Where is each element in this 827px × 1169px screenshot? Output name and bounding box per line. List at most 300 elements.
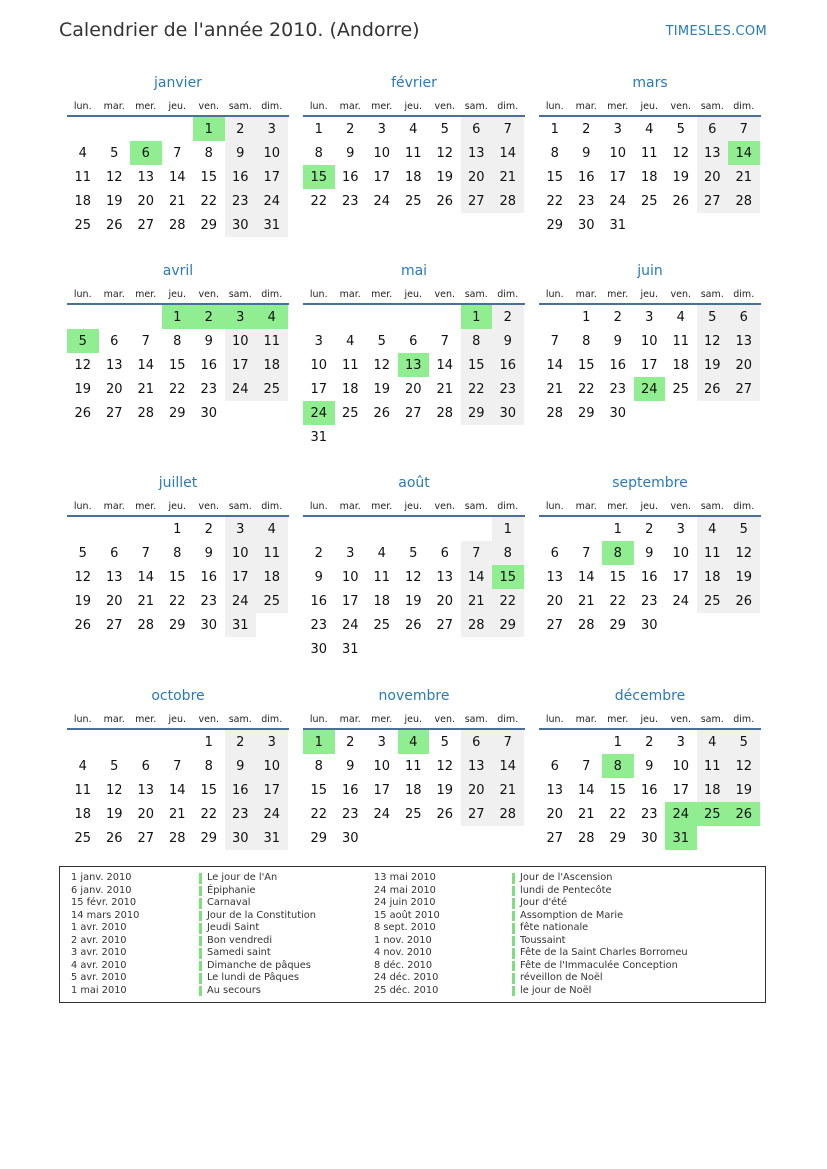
day-cell: 30: [640, 617, 658, 633]
day-grid: [539, 305, 761, 425]
day-cell: 23: [310, 617, 328, 633]
day-cell: 4: [676, 309, 685, 325]
day-cell: 9: [204, 333, 213, 349]
day-cell: 20: [546, 593, 564, 609]
day-cell: 23: [492, 377, 524, 401]
day-cell: 16: [341, 169, 359, 185]
month-calendar: [67, 685, 289, 850]
day-cell: 25: [672, 381, 690, 397]
day-cell: 3: [225, 517, 257, 541]
day-cell: 16: [225, 165, 257, 189]
day-cell: 6: [110, 545, 119, 561]
day-cell: 19: [728, 778, 760, 802]
weekday-label: dim.: [261, 501, 283, 512]
weekday-label: jeu.: [640, 714, 659, 725]
weekday-label: mer.: [607, 501, 629, 512]
day-cell: 12: [74, 569, 92, 585]
day-cell: 2: [346, 734, 355, 750]
day-cell: 15: [577, 357, 595, 373]
day-cell: 18: [74, 806, 92, 822]
day-cell: 13: [105, 569, 123, 585]
day-cell: 25: [697, 589, 729, 613]
day-cell: 18: [74, 193, 92, 209]
day-cell: 22: [609, 593, 627, 609]
empty-cell: [99, 517, 131, 541]
day-cell: 11: [404, 758, 422, 774]
weekday-label: mar.: [103, 501, 125, 512]
weekday-label: lun.: [73, 501, 92, 512]
day-cell: 14: [577, 569, 595, 585]
month-calendar: [539, 472, 761, 637]
day-cell: 25: [640, 193, 658, 209]
day-cell: 13: [436, 569, 454, 585]
weekday-label: sam.: [700, 101, 724, 112]
day-cell: 29: [310, 830, 328, 846]
day-cell: 25: [74, 217, 92, 233]
day-cell: 22: [310, 193, 328, 209]
holiday-day-cell: 13: [398, 353, 430, 377]
day-cell: 1: [613, 734, 622, 750]
day-cell: 23: [225, 802, 257, 826]
legend-date: 3 avr. 2010: [71, 947, 127, 958]
day-cell: 30: [310, 641, 328, 657]
day-cell: 8: [314, 145, 323, 161]
weekday-label: sam.: [228, 289, 252, 300]
weekday-label: mer.: [607, 714, 629, 725]
holiday-day-cell: 31: [665, 826, 697, 850]
day-cell: 9: [645, 758, 654, 774]
weekday-label: jeu.: [168, 714, 187, 725]
day-cell: 31: [609, 217, 627, 233]
day-cell: 20: [137, 193, 155, 209]
day-cell: 14: [137, 569, 155, 585]
day-cell: 19: [728, 565, 760, 589]
day-cell: 23: [640, 593, 658, 609]
day-grid: [539, 730, 761, 850]
day-cell: 5: [409, 545, 418, 561]
day-grid: [303, 117, 525, 213]
weekday-label: dim.: [497, 714, 519, 725]
holiday-day-cell: 3: [225, 305, 257, 329]
day-cell: 9: [225, 754, 257, 778]
day-cell: 23: [341, 806, 359, 822]
weekday-label: jeu.: [168, 101, 187, 112]
day-cell: 24: [341, 617, 359, 633]
day-cell: 9: [346, 758, 355, 774]
empty-cell: [366, 305, 398, 329]
day-cell: 31: [256, 213, 288, 237]
day-cell: 2: [582, 121, 591, 137]
day-cell: 7: [492, 730, 524, 754]
holiday-day-cell: 26: [728, 802, 760, 826]
weekday-header: [539, 494, 761, 512]
day-cell: 18: [672, 357, 690, 373]
day-cell: 15: [461, 353, 493, 377]
day-cell: 14: [546, 357, 564, 373]
day-cell: 5: [728, 730, 760, 754]
day-cell: 26: [373, 405, 391, 421]
day-cell: 26: [404, 617, 422, 633]
empty-cell: [429, 305, 461, 329]
weekday-label: lun.: [545, 714, 564, 725]
empty-cell: [130, 730, 162, 754]
day-cell: 20: [404, 381, 422, 397]
day-cell: 10: [609, 145, 627, 161]
weekday-label: mer.: [607, 289, 629, 300]
weekday-label: sam.: [228, 501, 252, 512]
legend-date: 5 avr. 2010: [71, 972, 127, 983]
day-cell: 19: [697, 353, 729, 377]
day-cell: 3: [676, 734, 685, 750]
day-cell: 20: [105, 381, 123, 397]
legend-holiday-name: Jour de la Constitution: [199, 910, 316, 923]
day-cell: 10: [640, 333, 658, 349]
weekday-label: sam.: [228, 714, 252, 725]
weekday-label: dim.: [261, 714, 283, 725]
legend-date: 25 déc. 2010: [374, 984, 439, 996]
legend-date: 1 janv. 2010: [71, 872, 132, 883]
day-cell: 4: [346, 333, 355, 349]
day-cell: 8: [204, 145, 213, 161]
holiday-day-cell: 1: [461, 305, 493, 329]
day-cell: 3: [377, 734, 386, 750]
day-cell: 28: [492, 189, 524, 213]
legend-holiday-name: Le jour de l'An: [199, 872, 316, 885]
day-cell: 7: [173, 758, 182, 774]
day-cell: 7: [492, 117, 524, 141]
legend-dates-right: [374, 872, 440, 997]
empty-cell: [67, 730, 99, 754]
weekday-label: ven.: [670, 101, 691, 112]
legend-date: 8 sept. 2010: [374, 922, 436, 933]
day-cell: 20: [697, 165, 729, 189]
weekday-label: ven.: [434, 501, 455, 512]
day-cell: 9: [204, 545, 213, 561]
day-cell: 14: [436, 357, 454, 373]
day-cell: 21: [492, 778, 524, 802]
day-cell: 30: [640, 830, 658, 846]
day-cell: 29: [492, 613, 524, 637]
day-cell: 1: [613, 521, 622, 537]
weekday-label: jeu.: [640, 101, 659, 112]
month-name: octobre: [151, 688, 205, 704]
legend-date: 1 mai 2010: [71, 984, 127, 996]
weekday-label: ven.: [670, 714, 691, 725]
day-cell: 30: [492, 401, 524, 425]
empty-cell: [130, 517, 162, 541]
day-cell: 12: [74, 357, 92, 373]
day-cell: 7: [141, 333, 150, 349]
day-cell: 26: [436, 193, 454, 209]
day-cell: 21: [137, 381, 155, 397]
weekday-label: dim.: [497, 289, 519, 300]
day-cell: 19: [404, 593, 422, 609]
holiday-day-cell: 8: [602, 541, 634, 565]
day-cell: 12: [728, 541, 760, 565]
day-cell: 24: [672, 593, 690, 609]
day-cell: 13: [546, 569, 564, 585]
day-cell: 20: [728, 353, 760, 377]
month-calendar: [303, 472, 525, 661]
day-cell: 21: [577, 806, 595, 822]
day-cell: 5: [676, 121, 685, 137]
day-cell: 10: [373, 145, 391, 161]
day-cell: 23: [200, 593, 218, 609]
day-cell: 18: [373, 593, 391, 609]
legend-names-right: [512, 872, 688, 997]
day-cell: 23: [609, 381, 627, 397]
day-cell: 22: [310, 806, 328, 822]
day-cell: 22: [200, 806, 218, 822]
day-cell: 9: [492, 329, 524, 353]
legend-date: 1 avr. 2010: [71, 922, 127, 933]
legend-date: 6 janv. 2010: [71, 884, 132, 896]
holiday-day-cell: 25: [697, 802, 729, 826]
day-cell: 14: [492, 754, 524, 778]
day-cell: 29: [609, 830, 627, 846]
day-cell: 21: [137, 593, 155, 609]
weekday-label: mar.: [339, 501, 361, 512]
day-cell: 2: [645, 521, 654, 537]
day-cell: 26: [672, 193, 690, 209]
day-cell: 10: [373, 758, 391, 774]
day-cell: 5: [78, 545, 87, 561]
empty-cell: [67, 305, 99, 329]
day-cell: 21: [546, 381, 564, 397]
day-cell: 5: [728, 517, 760, 541]
legend-date: 4 avr. 2010: [71, 959, 127, 971]
day-cell: 20: [461, 165, 493, 189]
day-cell: 6: [728, 305, 760, 329]
day-cell: 17: [225, 565, 257, 589]
weekday-label: lun.: [309, 714, 328, 725]
weekday-label: sam.: [700, 501, 724, 512]
holiday-day-cell: 1: [162, 305, 194, 329]
weekday-label: lun.: [73, 714, 92, 725]
day-grid: [303, 517, 525, 661]
day-cell: 28: [728, 189, 760, 213]
day-cell: 24: [373, 193, 391, 209]
day-cell: 25: [341, 405, 359, 421]
day-cell: 19: [105, 193, 123, 209]
day-cell: 12: [373, 357, 391, 373]
day-cell: 21: [168, 193, 186, 209]
month-name: septembre: [612, 475, 688, 491]
legend-date: 8 déc. 2010: [374, 959, 433, 971]
weekday-label: lun.: [309, 101, 328, 112]
weekday-label: dim.: [261, 289, 283, 300]
day-cell: 9: [645, 545, 654, 561]
day-cell: 1: [582, 309, 591, 325]
day-cell: 6: [141, 758, 150, 774]
day-cell: 24: [256, 802, 288, 826]
day-cell: 29: [200, 830, 218, 846]
day-cell: 24: [256, 189, 288, 213]
day-cell: 6: [461, 730, 493, 754]
holiday-day-cell: 6: [130, 141, 162, 165]
month-name: décembre: [614, 688, 686, 704]
day-cell: 24: [225, 589, 257, 613]
weekday-label: ven.: [434, 289, 455, 300]
month-calendar: [67, 72, 289, 237]
weekday-label: sam.: [228, 101, 252, 112]
day-grid: [67, 730, 289, 850]
weekday-label: jeu.: [168, 289, 187, 300]
day-cell: 24: [373, 806, 391, 822]
weekday-label: lun.: [545, 101, 564, 112]
day-cell: 26: [697, 377, 729, 401]
day-cell: 11: [697, 754, 729, 778]
empty-cell: [398, 305, 430, 329]
day-cell: 31: [225, 613, 257, 637]
day-cell: 2: [314, 545, 323, 561]
day-cell: 2: [645, 734, 654, 750]
day-cell: 10: [672, 545, 690, 561]
legend-date: 2 avr. 2010: [71, 934, 127, 946]
weekday-label: mer.: [135, 714, 157, 725]
day-cell: 30: [577, 217, 595, 233]
weekday-label: dim.: [733, 501, 755, 512]
day-cell: 3: [256, 730, 288, 754]
legend-holiday-name: Carnaval: [199, 897, 316, 910]
day-cell: 10: [310, 357, 328, 373]
weekday-header: [67, 94, 289, 112]
day-cell: 7: [550, 333, 559, 349]
day-cell: 11: [373, 569, 391, 585]
day-cell: 19: [105, 806, 123, 822]
month-name: août: [398, 475, 430, 491]
weekday-label: mer.: [371, 501, 393, 512]
day-cell: 14: [137, 357, 155, 373]
month-calendar: [539, 260, 761, 425]
empty-cell: [67, 117, 99, 141]
day-cell: 31: [256, 826, 288, 850]
day-cell: 28: [137, 617, 155, 633]
day-cell: 25: [404, 806, 422, 822]
day-cell: 10: [672, 758, 690, 774]
weekday-label: mar.: [575, 101, 597, 112]
day-cell: 12: [436, 758, 454, 774]
day-cell: 18: [697, 778, 729, 802]
day-cell: 8: [173, 545, 182, 561]
day-cell: 16: [225, 778, 257, 802]
day-cell: 28: [546, 405, 564, 421]
day-cell: 3: [676, 521, 685, 537]
day-cell: 11: [672, 333, 690, 349]
legend-holiday-name: Jour de l'Ascension: [512, 872, 688, 885]
day-cell: 7: [461, 541, 493, 565]
empty-cell: [130, 305, 162, 329]
legend-holiday-name: lundi de Pentecôte: [512, 885, 688, 898]
day-cell: 1: [492, 517, 524, 541]
day-cell: 12: [404, 569, 422, 585]
day-cell: 21: [728, 165, 760, 189]
day-cell: 27: [546, 617, 564, 633]
day-cell: 8: [550, 145, 559, 161]
day-cell: 1: [550, 121, 559, 137]
weekday-label: ven.: [198, 101, 219, 112]
day-cell: 5: [110, 145, 119, 161]
day-cell: 11: [74, 782, 92, 798]
day-grid: [303, 305, 525, 449]
day-cell: 31: [341, 641, 359, 657]
day-cell: 25: [256, 589, 288, 613]
day-cell: 2: [346, 121, 355, 137]
holiday-day-cell: 24: [303, 401, 335, 425]
day-cell: 31: [310, 429, 328, 445]
day-cell: 20: [105, 593, 123, 609]
day-cell: 5: [440, 121, 449, 137]
day-cell: 22: [577, 381, 595, 397]
day-cell: 27: [546, 830, 564, 846]
day-cell: 16: [577, 169, 595, 185]
day-cell: 3: [377, 121, 386, 137]
day-cell: 15: [168, 357, 186, 373]
day-cell: 9: [346, 145, 355, 161]
weekday-label: mar.: [575, 714, 597, 725]
day-cell: 17: [373, 169, 391, 185]
weekday-label: lun.: [309, 501, 328, 512]
day-cell: 5: [110, 758, 119, 774]
month-calendar: [303, 260, 525, 449]
day-cell: 30: [200, 405, 218, 421]
legend-holiday-name: Le lundi de Pâques: [199, 972, 316, 985]
day-cell: 9: [613, 333, 622, 349]
legend-date: 24 déc. 2010: [374, 972, 439, 983]
site-link[interactable]: TIMESLES.COM: [665, 24, 767, 39]
empty-cell: [366, 517, 398, 541]
legend-holiday-name: Fête de la Saint Charles Borromeu: [512, 947, 688, 960]
empty-cell: [571, 730, 603, 754]
month-name: juin: [637, 263, 663, 279]
day-cell: 12: [105, 169, 123, 185]
day-cell: 4: [377, 545, 386, 561]
day-cell: 10: [225, 541, 257, 565]
holiday-day-cell: 4: [398, 730, 430, 754]
day-cell: 12: [436, 145, 454, 161]
day-cell: 18: [697, 565, 729, 589]
weekday-label: mar.: [339, 289, 361, 300]
legend-holiday-name: Bon vendredi: [199, 935, 316, 948]
day-cell: 15: [310, 782, 328, 798]
day-cell: 27: [404, 405, 422, 421]
day-cell: 9: [314, 569, 323, 585]
day-cell: 15: [168, 569, 186, 585]
holiday-day-cell: 1: [303, 730, 335, 754]
day-cell: 6: [697, 117, 729, 141]
weekday-label: ven.: [198, 501, 219, 512]
day-cell: 17: [256, 165, 288, 189]
legend-holiday-name: Toussaint: [512, 935, 688, 948]
day-cell: 12: [105, 782, 123, 798]
weekday-label: jeu.: [404, 101, 423, 112]
day-cell: 3: [256, 117, 288, 141]
legend-holiday-name: Samedi saint: [199, 947, 316, 960]
weekday-header: [67, 707, 289, 725]
day-cell: 18: [256, 353, 288, 377]
day-cell: 7: [728, 117, 760, 141]
legend-holiday-name: Fête de l'Immaculée Conception: [512, 960, 688, 973]
empty-cell: [429, 517, 461, 541]
day-cell: 28: [436, 405, 454, 421]
weekday-label: mer.: [607, 101, 629, 112]
weekday-label: mar.: [103, 289, 125, 300]
legend-date: 15 août 2010: [374, 909, 440, 921]
empty-cell: [335, 305, 367, 329]
day-cell: 18: [341, 381, 359, 397]
holiday-day-cell: 24: [665, 802, 697, 826]
day-cell: 5: [377, 333, 386, 349]
